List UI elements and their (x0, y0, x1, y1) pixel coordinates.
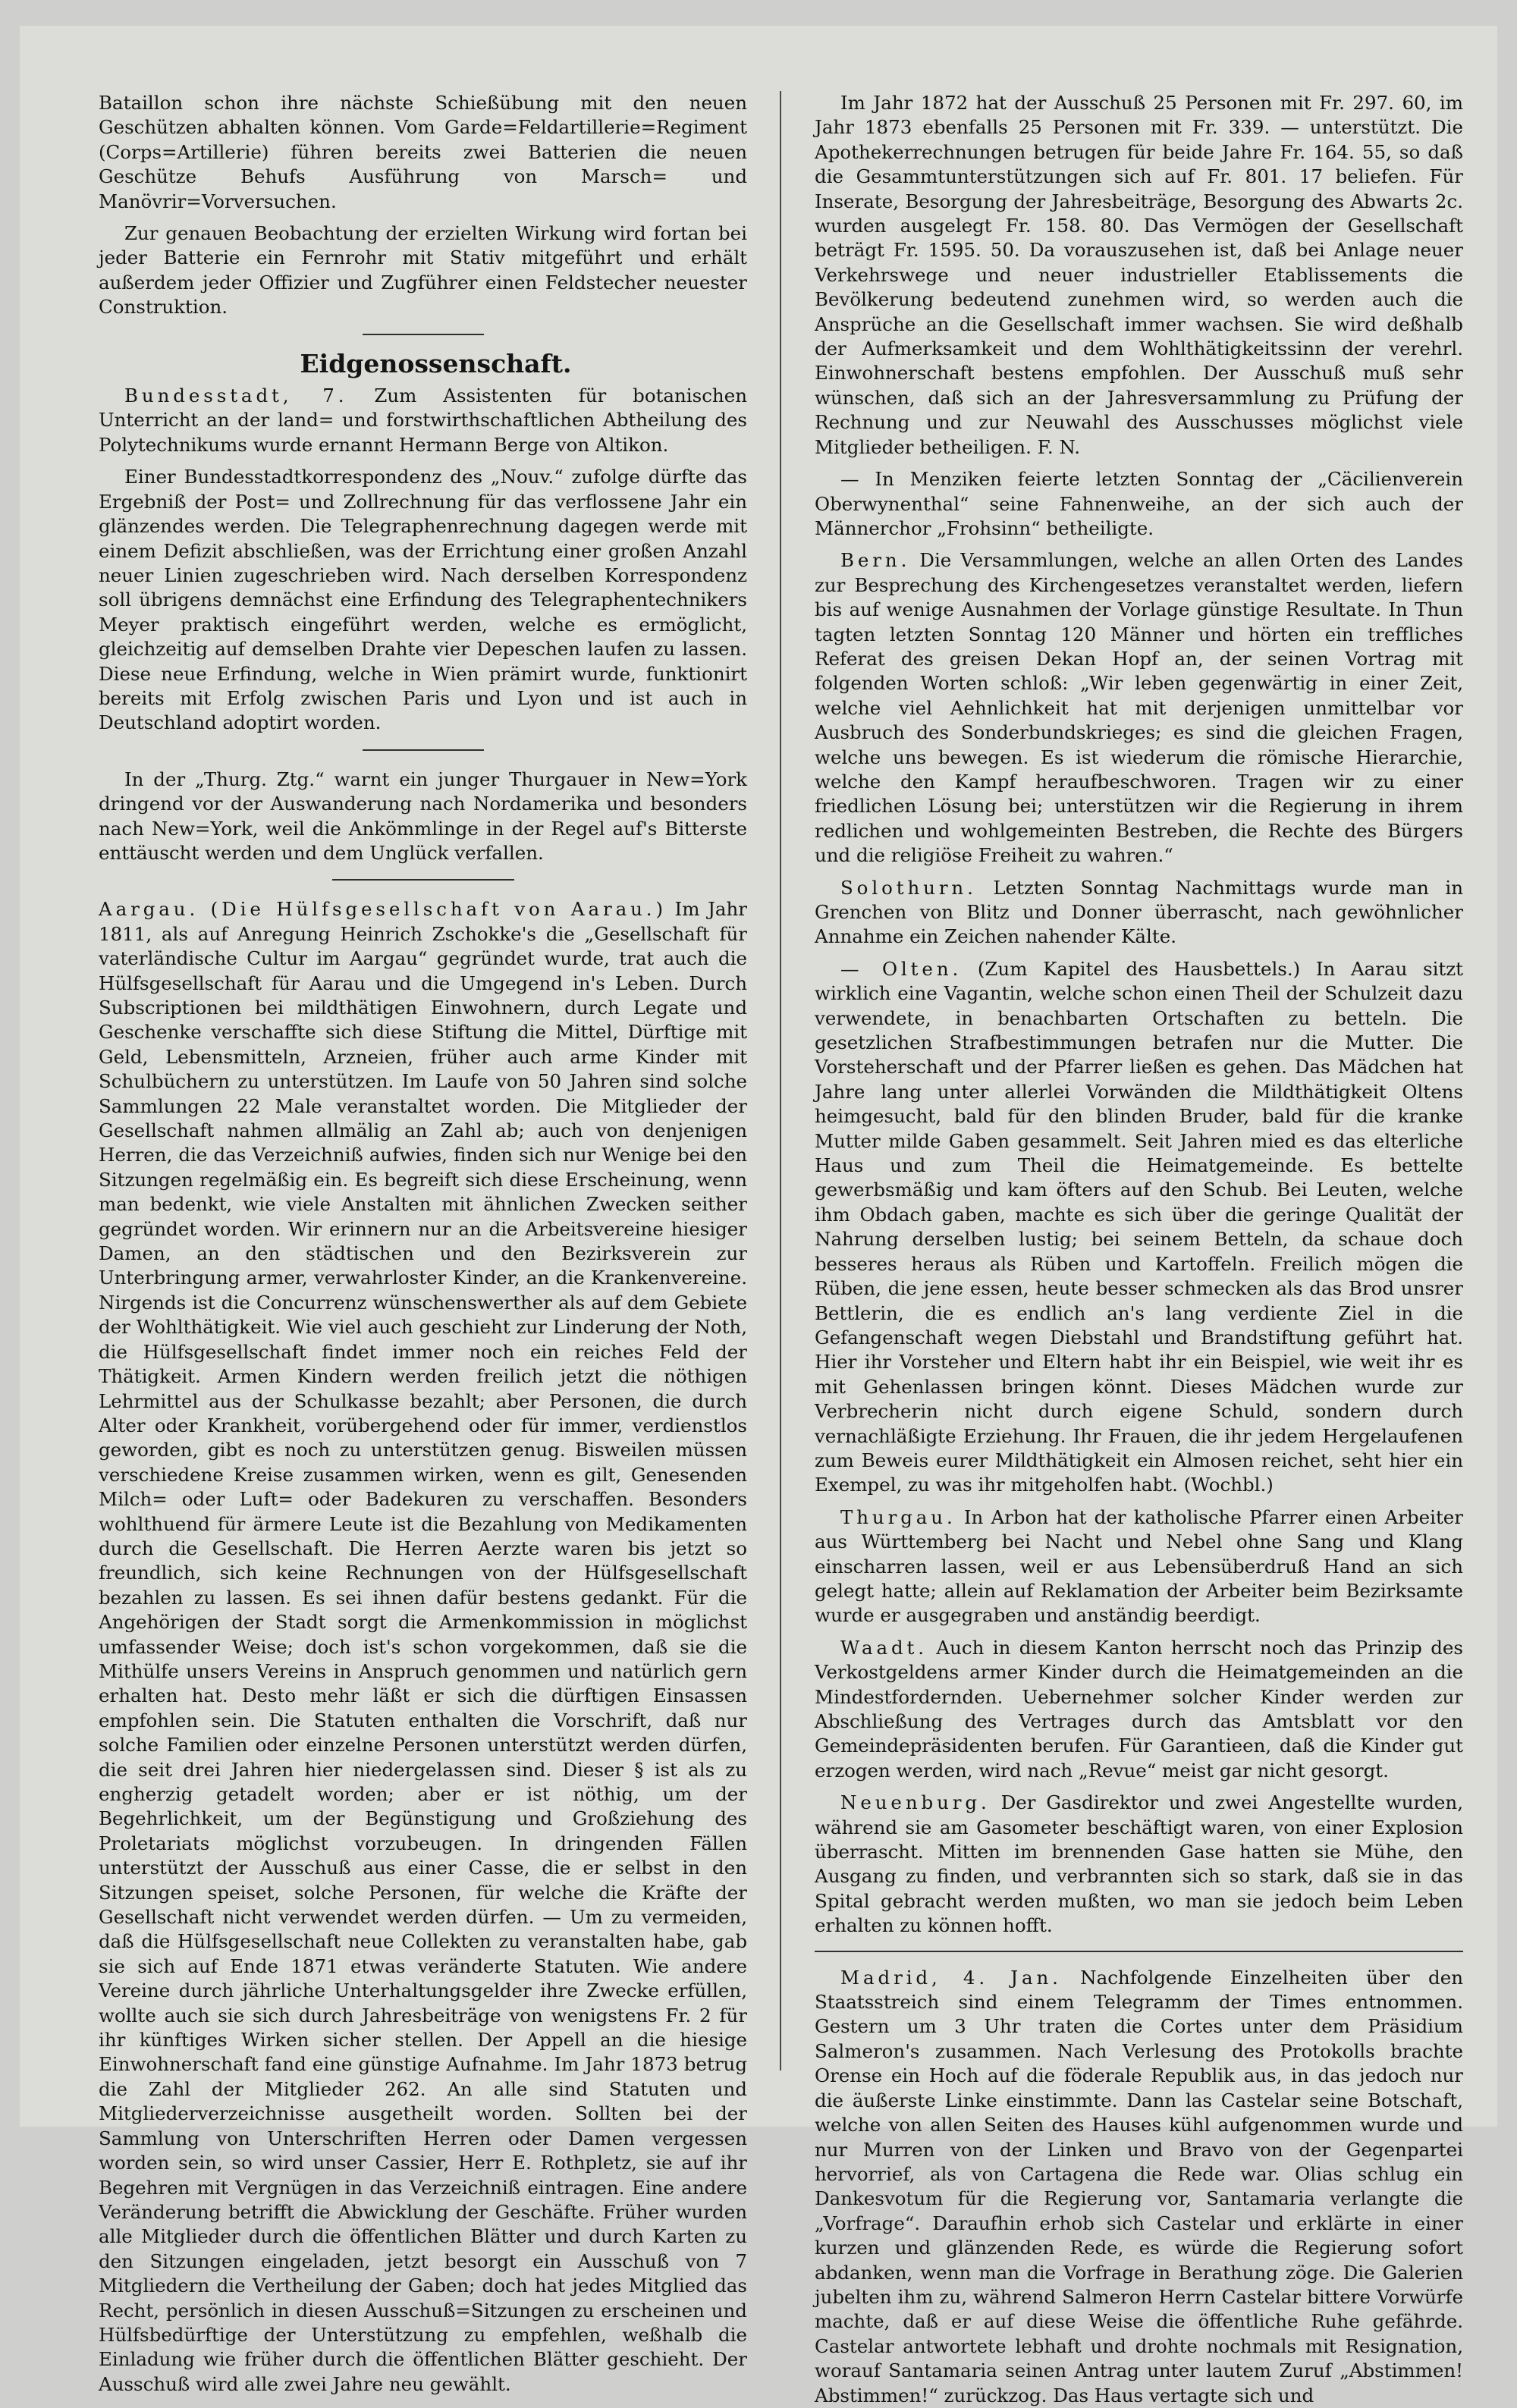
bundesstadt-text: Zum Assistenten für botanischen Unterricht an der land= und forstwirthschaftlichen Abtheilung des Polytechnikums wurde ernannt Hermann Berge von Altikon. (99, 385, 747, 456)
section-rule-madrid (815, 1951, 1463, 1952)
military-article-end: Bataillon schon ihre nächste Schießübung mit den neuen Geschützen abhalten können. Vom Garde=Feldartillerie=Regiment (Corps=Artillerie) führen bereits zwei Batterien die neuen Geschütze Behufs Ausführung von Marsch= und Manövrir=Vorversuchen. (99, 92, 747, 212)
military-article-observation: Zur genauen Beobachtung der erzielten Wirkung wird fortan bei jeder Batterie ein Fernrohr mit Stativ mitgeführt und erhält außerdem jeder Offizier und Zugführer einen Feldstecher neuester Construktion. (99, 222, 747, 319)
newspaper-page (20, 26, 1497, 2406)
aargau-text: Im Jahr 1811, als auf Anregung Heinrich Zschokke's die „Gesellschaft für vaterländische Cultur im Aargau“ gegründet wurde, trat auch die Hülfsgesellschaft für Aarau und die Umgegend in's Leben. Durch Subscriptionen bei mildthätigen Einwohnern, durch Legate und Geschenke verschaffte sich diese Stiftung die Mittel, Dürftige mit Geld, Lebensmitteln, Arzneien, früher auch arme Kinder mit Schulbüchern zu unterstützen. Im Laufe von 50 Jahren sind solche Sammlungen 22 Male veranstaltet worden. Die Mitglieder der Gesellschaft nahmen allmälig an Zahl ab; auch von denjenigen Herren, die das Verzeichniß aufwies, finden sich nur Wenige bei den Sitzungen regelmäßig ein. Es begreift sich diese Erscheinung, wenn man bedenkt, wie viele Anstalten mit ähnlichen Zwecken seither gegründet worden. Wir erinnern nur an die Arbeitsvereine hiesiger Damen, an den städtischen und den Bezirksverein zur Unterbringung armer, verwahrloster Kinder, an die Krankenvereine. Nirgends ist die Concurrenz wünschenswerther als auf dem Gebiete der Wohlthätigkeit. Wie viel auch geschieht zur Linderung der Noth, die Hülfsgesellschaft findet immer noch ein reiches Feld der Thätigkeit. Armen Kindern werden freilich jetzt die nöthigen Lehrmittel aus der Schulkasse bezahlt; aber Personen, die durch Alter oder Krankheit, vorübergehend oder für immer, verdienstlos geworden, gibt es noch zu unterstützen genug. Bisweilen müssen verschiedene Kreise zusammen wirken, wenn es gilt, Genesenden Milch= oder Luft= oder Badekuren zu verschaffen. Besonders wohlthuend für ärmere Leute ist die Bezahlung von Medikamenten durch die Gesellschaft. Die Herren Aerzte waren bis jetzt so freundlich, sich keine Rechnungen von der Hülfsgesellschaft bezahlen zu lassen. Es sei ihnen dafür bestens gedankt. Für die Angehörigen der Stadt sorgt die Armenkommission in möglichst umfassender Weise; doch ist's schon vorgekommen, daß sie die Mithülfe unsers Vereins in Anspruch genommen und natürlich gern erhalten hat. Desto mehr läßt er sich die dürftigen Einsassen empfohlen sein. Die Statuten enthalten die Vorschrift, daß nur solche Familien oder einzelne Personen unterstützt werden dürfen, die seit drei Jahren hier niedergelassen sind. Dieser § ist als zu engherzig getadelt worden; aber er ist nöthig, um der Begehrlichkeit, um der Begünstigung und Großziehung des Proletariats möglichst vorzubeugen. In dringenden Fällen unterstützt der Ausschuß aus einer Casse, die er selbst in den Sitzungen speiset, solche Personen, für welche die Kräfte der Gesellschaft nicht verwendet werden dürfen. — Um zu vermeiden, daß die Hülfsgesellschaft neue Collekten zu veranstalten habe, gab sie sich auf Ende 1871 etwas veränderte Statuten. Wie andere Vereine durch jährliche Unterhaltungsgelder ihre Zwecke erfüllen, wollte auch sie sich durch Jahresbeiträge von wenigstens Fr. 2 für ihr künftiges Wirken sicher stellen. Der Appell an die hiesige Einwohnerschaft fand eine günstige Aufnahme. Im Jahr 1873 betrug die Zahl der Mitglieder 262. An alle sind Statuten und Mitgliederverzeichnisse ausgetheilt worden. Sollten bei der Sammlung von Unterschriften Herren oder Damen vergessen worden sein, so wird unser Cassier, Herr E. Rothpletz, sie auf ihr Begehren mit Vergnügen in das Verzeichniß eintragen. Eine andere Veränderung betrifft die Abwicklung der Geschäfte. Früher wurden alle Mitglieder durch die öffentlichen Blätter und durch Karten zu den Sitzungen eingeladen, jetzt besorgt ein Ausschuß von 7 Mitgliedern die Vertheilung der Gaben; doch hat jedes Mitglied das Recht, persönlich in diesen Ausschuß=Sitzungen zu erscheinen und Hülfsbedürftige der Unterstützung zu empfehlen, weßhalb die Einladung wie früher durch die öffentlichen Blätter geschieht. Der Ausschuß wird alle zwei Jahre neu gewählt. (99, 898, 747, 2395)
waadt-text: Auch in diesem Kanton herrscht noch das Prinzip des Verkostgeldens armer Kinder durch die Heimatgemeinden an die Mindestfordernden. Uebernehmer solcher Kinder werden zur Abschließung des Vertrages durch das Amtsblatt vor den Gemeindepräsidenten berufen. Für Garantieen, daß die Kinder gut erzogen werden, wird nach „Revue“ meist gar nicht gesorgt. (815, 1636, 1463, 1782)
thurgau-dateline: Thurgau. (840, 1505, 956, 1528)
solothurn-dateline: Solothurn. (840, 876, 977, 899)
bern-text: Die Versammlungen, welche an allen Orten des Landes zur Besprechung des Kirchengesetzes veranstaltet werden, liefern bis auf wenige Ausnahmen der Vorlage günstige Resultate. In Thun tagten letzten Sonntag 120 Männer und hörten ein treffliches Referat des greisen Dekan Hopf an, der seinen Vortrag mit folgenden Worten schloß: „Wir leben gegenwärtig in einer Zeit, welche viel Aehnlichkeit hat mit derjenigen unmittelbar vor Ausbruch des Sonderbundskrieges; es sind die gleichen Fragen, welche uns bewegen. Es ist wiederum die römische Hierarchie, welche den Kampf heraufbeschworen. Tragen wir zu einer friedlichen Lösung bei; unterstützen wir die Regierung in ihrem redlichen und wohlgemeinten Bestreben, die Rechte des Bürgers und die religiöse Freiheit zu wahren.“ (815, 549, 1463, 867)
korrespondenz-article: Einer Bundesstadtkorrespondenz des „Nouv.“ zufolge dürfte das Ergebniß der Post= und Zollrechnung für das verflossene Jahr ein glänzendes werden. Die Telegraphenrechnung dagegen werde mit einem Defizit abschließen, was der Errichtung einer großen Anzahl neuer Linien zugeschrieben wird. Nach derselben Korrespondenz soll übrigens demnächst eine Erfindung des Telegraphentechnikers Meyer praktisch eingeführt werden, welche es ermöglicht, gleichzeitig auf demselben Drahte vier Depeschen laufen zu lassen. Diese neue Erfindung, welche in Wien prämirt wurde, funktionirt bereits mit Erfolg zwischen Paris und Lyon und ist auch in Deutschland adoptirt worden. (99, 466, 747, 734)
neuenburg-article (815, 1791, 1463, 1938)
section-rule (363, 334, 484, 335)
bern-dateline: Bern. (840, 549, 911, 572)
olten-article (815, 957, 1463, 1498)
neuenburg-text: Der Gasdirektor und zwei Angestellte wurden, während sie am Gasometer beschäftigt waren, von einer Explosion überrascht. Mitten im brennenden Gase hatten sie Mühe, den Ausgang zu finden, und verbrannten sich so stark, daß sie in das Spital gebracht werden mußten, wo man sie jedoch beim Leben erhalten zu können hofft. (815, 1791, 1463, 1937)
solothurn-article (815, 876, 1463, 950)
olten-dateline: — Olten. (840, 957, 963, 980)
thurgau-article (815, 1505, 1463, 1628)
olten-text: (Zum Kapitel des Hausbettels.) In Aarau sitzt wirklich eine Vagantin, welche schon einen Theil der Schulzeit dazu verwendete, in benachbarten Ortschaften zu betteln. Die gesetzlichen Strafbestimmungen betrafen nur die Mutter. Die Vorsteherschaft und der Pfarrer ließen es gehen. Das Mädchen hat Jahre lang unter allerlei Vorwänden die Mildthätigkeit Oltens heimgesucht, bald für den blinden Bruder, bald für die kranke Mutter milde Gaben gesammelt. Seit Jahren mied es das elterliche Haus und zum Theil die Heimatgemeinde. Es bettelte gewerbsmäßig und kam öfters auf den Schub. Bei Leuten, welche ihm Obdach gaben, machte es sich über die geringe Qualität der Nahrung derselben lustig; bei seinem Betteln, da schaue doch besseres heraus als Rüben und Kartoffeln. Freilich mögen die Rüben, die jene essen, heute besser schmecken als das Brod unsrer Bettlerin, die es endlich an's lang verdiente Ziel in die Gefangenschaft wegen Diebstahl und Brandstiftung geführt hat. Hier ihr Vorsteher und Eltern habt ihr ein Beispiel, wie weit ihr es mit Gehenlassen bringen könnt. Dieses Mädchen wurde zur Verbrecherin nicht durch eigene Schuld, sondern durch vernachläßigte Erziehung. Ihr Frauen, die ihr jedem Hergelaufenen zum Beweis eurer Mildthätigkeit ein Almosen reichet, seht hier ein Exempel, zu was ihr mitgeholfen habt. (Wochbl.) (815, 957, 1463, 1496)
menziken-article: — In Menziken feierte letzten Sonntag der „Cäcilienverein Oberwynenthal“ seine Fahnenweihe, an der sich auch der Männerchor „Frohsinn“ betheiligte. (815, 468, 1463, 539)
bern-article (815, 548, 1463, 868)
column-divider (780, 91, 781, 2071)
neuenburg-dateline: Neuenburg. (840, 1791, 991, 1814)
aargau-continuation: Im Jahr 1872 hat der Ausschuß 25 Personen mit Fr. 297. 60, im Jahr 1873 ebenfalls 25 Personen mit Fr. 339. — unterstützt. Die Apothekerrechnungen betrugen für beide Jahre Fr. 164. 55, so daß die Gesammtunterstützungen sich auf Fr. 801. 17 beliefen. Für Inserate, Besorgung der Jahresbeiträge, Besorgung des Abwarts 2c. wurden ausgelegt Fr. 158. 80. Das Vermögen der Gesellschaft beträgt Fr. 1595. 50. Da vorauszusehen ist, daß bei Anlage neuer Verkehrswege und neuer industrieller Etablissements die Bevölkerung bedeutend zunehmen wird, so werden auch die Ansprüche an die Gesellschaft immer wachsen. Sie wird deßhalb der Aufmerksamkeit und dem Wohlthätigkeitssinn der verehrl. Einwohnerschaft bestens empfohlen. Der Ausschuß muß sehr wünschen, daß sich an der Jahresversammlung zu Prüfung der Rechnung und zur Neuwahl des Ausschusses möglichst viele Mitglieder betheiligen. F. N. (815, 92, 1463, 458)
madrid-text: Nachfolgende Einzelheiten über den Staatsstreich sind einem Telegramm der Times entnommen. Gestern um 3 Uhr traten die Cortes unter dem Präsidium Salmeron's zusammen. Nach Verlesung des Protokolls brachte Orense ein Hoch auf die föderale Republik aus, in das jedoch nur die äußerste Linke einstimmte. Dann las Castelar seine Botschaft, welche von allen Seiten des Hauses kühl aufgenommen wurde und nur Murren von der Linken und Bravo von der Gegenpartei hervorrief, als von Cartagena die Rede war. Olias schlug ein Dankesvotum für die Regierung vor, Santamaria verlangte die „Vorfrage“. Daraufhin erhob sich Castelar und erklärte in einer kurzen und glänzenden Rede, es würde die Regierung sofort abdanken, wenn man die Vorfrage in Berathung zöge. Die Galerien jubelten ihm zu, während Salmeron Herrn Castelar bittere Vorwürfe machte, daß er auf diese Weise die öffentliche Ruhe gefährde. Castelar antwortete lebhaft und drohte nochmals mit Resignation, worauf Santamaria seinen Antrag unter lautem Zuruf „Abstimmen! Abstimmen!“ zurückzog. Das Haus vertagte sich und (815, 1966, 1463, 2406)
article-rule (363, 749, 484, 751)
right-column (815, 91, 1464, 2406)
waadt-article (815, 1636, 1463, 1783)
madrid-dateline: Madrid, 4. Jan. (840, 1966, 1062, 1989)
article-rule (332, 879, 514, 881)
aargau-article (99, 897, 747, 2397)
madrid-article (815, 1966, 1463, 2408)
waadt-dateline: Waadt. (840, 1636, 928, 1659)
aargau-dateline: Aargau. (Die Hülfsgesellschaft von Aarau.) (99, 898, 667, 921)
section-title: Eidgenossenschaft. (300, 348, 572, 378)
left-column (99, 91, 747, 2395)
thurgau-text: In Arbon hat der katholische Pfarrer einen Arbeiter aus Württemberg bei Nacht und Nebel ohne Sang und Klang einscharren lassen, weil er aus Lebensüberdruß Hand an sich gelegt hatte; allein auf Reklamation der Arbeiter beim Bezirksamte wurde er ausgegraben und anständig beerdigt. (815, 1505, 1464, 1627)
thurg-ztg-article: In der „Thurg. Ztg.“ warnt ein junger Thurgauer in New=York dringend vor der Auswanderung nach Nordamerika und besonders nach New=York, weil die Ankömmlinge in der Regel auf's Bitterste enttäuscht werden und dem Unglück verfallen. (99, 768, 747, 864)
solothurn-text: Letzten Sonntag Nachmittags wurde man in Grenchen von Blitz und Donner überrascht, nach gewöhnlicher Annahme ein Zeichen nahender Kälte. (815, 876, 1463, 948)
bundesstadt-dateline: Bundesstadt, 7. (124, 385, 348, 407)
bundesstadt-article (99, 384, 747, 457)
